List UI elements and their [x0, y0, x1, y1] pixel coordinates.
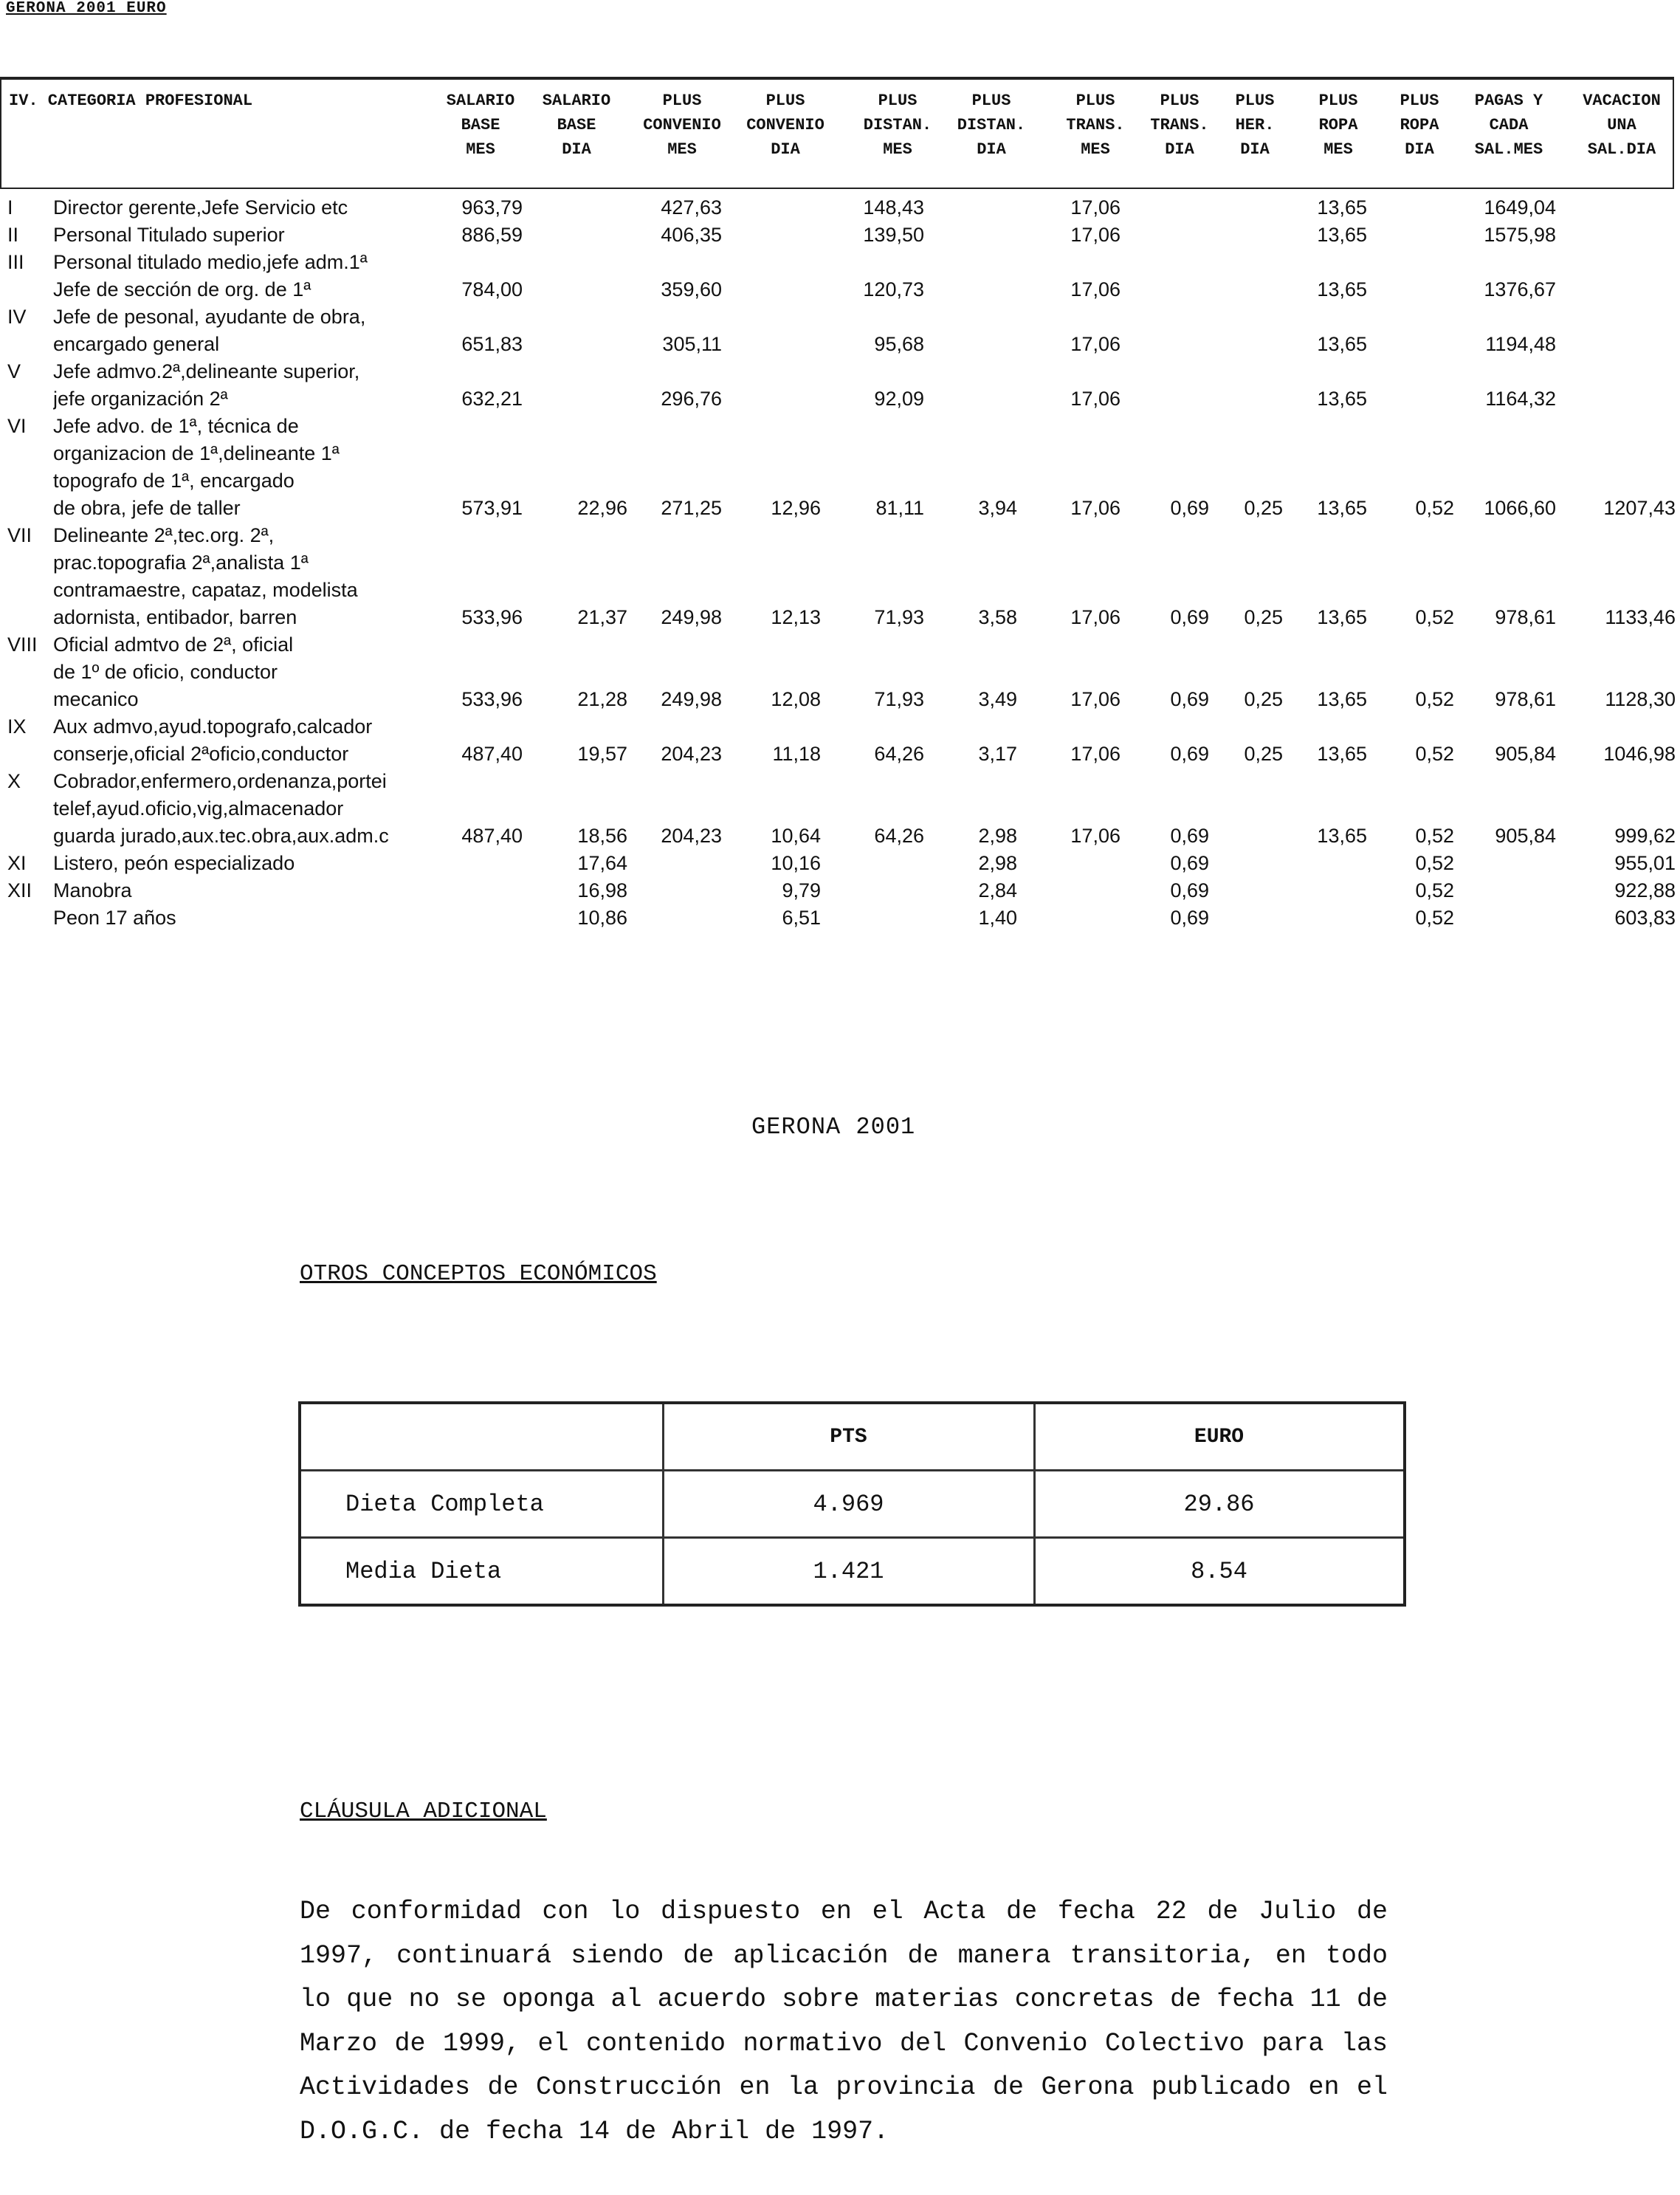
column-header-pd_mes: DISTAN.: [863, 116, 932, 134]
column-header-vac: VACACION: [1583, 92, 1661, 110]
value-cell-pr_mes: 13,65: [1317, 688, 1367, 710]
value-cell-pagas: 1649,04: [1484, 196, 1556, 219]
value-cell-pt_dia: 0,69: [1170, 879, 1209, 901]
category-label: Jefe admvo.2ª,delineante superior,: [53, 360, 360, 382]
column-header-pr_mes: PLUS: [1318, 92, 1358, 110]
value-cell-pt_mes: 17,06: [1070, 688, 1120, 710]
value-cell-pd_mes: 64,26: [874, 825, 924, 847]
table-row: [0, 196, 1677, 224]
value-cell-pc_mes: 249,98: [661, 606, 722, 628]
category-label: organizacion de 1ª,delineante 1ª: [53, 442, 340, 464]
value-cell-vac: 1207,43: [1603, 497, 1676, 519]
value-cell-pr_dia: 0,52: [1415, 688, 1454, 710]
table-header-cell: EURO: [1034, 1403, 1405, 1471]
column-header-pr_dia: ROPA: [1400, 116, 1439, 134]
category-label: prac.topografia 2ª,analista 1ª: [53, 552, 309, 574]
category-label: telef,ayud.oficio,vig,almacenador: [53, 797, 344, 820]
column-header-pagas: PAGAS Y: [1474, 92, 1543, 110]
table-row: [0, 415, 1677, 524]
value-cell-pagas: 905,84: [1495, 743, 1556, 765]
column-header-pc_dia: PLUS: [765, 92, 805, 110]
value-cell-vac: 1133,46: [1605, 606, 1676, 628]
value-cell-sb_dia: 19,57: [577, 743, 627, 765]
table-row: [0, 770, 1677, 852]
column-header-pc_dia: DIA: [771, 140, 800, 159]
column-header-pd_mes: MES: [883, 140, 912, 159]
value-cell-pc_mes: 427,63: [661, 196, 722, 219]
column-header-pt_dia: DIA: [1165, 140, 1194, 159]
column-header-pr_dia: DIA: [1405, 140, 1434, 159]
column-header-pd_dia: DIA: [977, 140, 1006, 159]
value-cell-pd_dia: 2,98: [978, 852, 1017, 874]
column-header-pc_dia: CONVENIO: [746, 116, 824, 134]
value-cell-pt_mes: 17,06: [1070, 606, 1120, 628]
value-cell-pagas: 1575,98: [1484, 224, 1556, 246]
otros-conceptos-table: [298, 1401, 1406, 1607]
value-cell-pt_mes: 17,06: [1070, 743, 1120, 765]
value-cell-pt_mes: 17,06: [1070, 825, 1120, 847]
column-header-pd_mes: PLUS: [878, 92, 918, 110]
category-label: Jefe advo. de 1ª, técnica de: [53, 415, 299, 437]
column-header-pd_dia: PLUS: [971, 92, 1011, 110]
category-roman: IX: [7, 715, 27, 738]
value-cell-pr_mes: 13,65: [1317, 825, 1367, 847]
value-cell-vac: 999,62: [1614, 825, 1676, 847]
value-cell-pr_mes: 13,65: [1317, 743, 1367, 765]
value-cell-pc_dia: 12,08: [771, 688, 821, 710]
value-cell-pagas: 1164,32: [1485, 388, 1556, 410]
category-roman: I: [7, 196, 13, 219]
value-cell-pd_mes: 95,68: [874, 333, 924, 355]
category-label: Delineante 2ª,tec.org. 2ª,: [53, 524, 275, 546]
value-cell-sb_mes: 632,21: [461, 388, 523, 410]
value-cell-pt_dia: 0,69: [1170, 907, 1209, 929]
column-header-ph_dia: PLUS: [1235, 92, 1275, 110]
table-header-cell: [300, 1403, 663, 1471]
clausula-paragraph: De conformidad con lo dispuesto en el Acta de fecha 22 de Julio de 1997, continuará siendo de aplicación de manera transitoria, en todo lo que no se oponga al acuerdo sobre materias concretas de fecha 11 de Marzo de 1999, el contenido normativo del Convenio Colectivo para las Actividades de Construcción en la provincia de Gerona publicado en el D.O.G.C. de fecha 14 de Abril de 1997.: [300, 1897, 1388, 2146]
value-cell-pc_dia: 12,96: [771, 497, 821, 519]
column-header-sb_mes: SALARIO: [446, 92, 515, 110]
category-label: Peon 17 años: [53, 907, 176, 929]
value-cell-pd_dia: 3,94: [978, 497, 1017, 519]
value-cell-pt_dia: 0,69: [1170, 825, 1209, 847]
category-roman: V: [7, 360, 21, 382]
column-header-pc_mes: MES: [667, 140, 697, 159]
table-cell: 8.54: [1034, 1538, 1405, 1606]
category-label: Oficial admtvo de 2ª, oficial: [53, 633, 294, 656]
value-cell-pr_dia: 0,52: [1415, 743, 1454, 765]
value-cell-pr_mes: 13,65: [1317, 388, 1367, 410]
column-header-pagas: CADA: [1489, 116, 1529, 134]
column-header-pt_mes: PLUS: [1075, 92, 1115, 110]
value-cell-pd_mes: 139,50: [863, 224, 924, 246]
value-cell-pt_dia: 0,69: [1170, 852, 1209, 874]
table-cell: Media Dieta: [300, 1538, 663, 1606]
table-cell: 29.86: [1034, 1471, 1405, 1538]
value-cell-pt_mes: 17,06: [1070, 388, 1120, 410]
category-roman: X: [7, 770, 21, 792]
table-row: [0, 879, 1677, 907]
column-header-pt_mes: MES: [1081, 140, 1110, 159]
category-label: Manobra: [53, 879, 132, 901]
category-roman: XI: [7, 852, 27, 874]
value-cell-vac: 1128,30: [1605, 688, 1676, 710]
column-header-pt_dia: TRANS.: [1150, 116, 1209, 134]
salary-table: [0, 77, 1677, 1553]
value-cell-ph_dia: 0,25: [1244, 743, 1283, 765]
category-label: mecanico: [53, 688, 139, 710]
value-cell-pr_mes: 13,65: [1317, 606, 1367, 628]
category-label: jefe organización 2ª: [53, 388, 228, 410]
value-cell-pr_dia: 0,52: [1415, 606, 1454, 628]
value-cell-sb_dia: 21,28: [577, 688, 627, 710]
value-cell-pd_dia: 3,58: [978, 606, 1017, 628]
value-cell-pc_mes: 249,98: [661, 688, 722, 710]
value-cell-pt_mes: 17,06: [1070, 333, 1120, 355]
value-cell-vac: 603,83: [1614, 907, 1676, 929]
value-cell-pt_dia: 0,69: [1170, 688, 1209, 710]
value-cell-pr_dia: 0,52: [1415, 879, 1454, 901]
value-cell-pagas: 978,61: [1495, 606, 1556, 628]
category-label: topografo de 1ª, encargado: [53, 470, 295, 492]
value-cell-pc_mes: 359,60: [661, 278, 722, 300]
column-header-vac: SAL.DIA: [1587, 140, 1656, 159]
category-label: Cobrador,enfermero,ordenanza,portei: [53, 770, 387, 792]
value-cell-pd_dia: 3,17: [978, 743, 1017, 765]
table-row: [0, 360, 1677, 415]
value-cell-pr_dia: 0,52: [1415, 825, 1454, 847]
category-label: Personal Titulado superior: [53, 224, 285, 246]
category-label: Listero, peón especializado: [53, 852, 295, 874]
category-label: Personal titulado medio,jefe adm.1ª: [53, 251, 368, 273]
column-header-sb_dia: BASE: [557, 116, 596, 134]
value-cell-pr_dia: 0,52: [1415, 497, 1454, 519]
value-cell-pd_dia: 1,40: [978, 907, 1017, 929]
category-roman: VII: [7, 524, 32, 546]
column-header-pr_dia: PLUS: [1400, 92, 1439, 110]
column-header-vac: UNA: [1607, 116, 1636, 134]
value-cell-pd_mes: 92,09: [874, 388, 924, 410]
value-cell-pt_mes: 17,06: [1070, 497, 1120, 519]
table-row: [0, 524, 1677, 633]
value-cell-pagas: 978,61: [1495, 688, 1556, 710]
otros-conceptos-heading: OTROS CONCEPTOS ECONÓMICOS: [300, 1261, 657, 1287]
value-cell-sb_mes: 487,40: [461, 825, 523, 847]
column-header-ph_dia: HER.: [1235, 116, 1275, 134]
value-cell-pc_dia: 11,18: [772, 743, 821, 765]
column-header-sb_mes: MES: [466, 140, 495, 159]
column-header-pd_dia: DISTAN.: [957, 116, 1026, 134]
category-roman: III: [7, 251, 24, 273]
value-cell-pd_dia: 2,98: [978, 825, 1017, 847]
category-label: Jefe de sección de org. de 1ª: [53, 278, 311, 300]
table-row: [0, 633, 1677, 715]
value-cell-vac: 955,01: [1614, 852, 1676, 874]
table-row: [300, 1538, 1405, 1606]
table-row: [0, 224, 1677, 251]
table-row: [0, 306, 1677, 360]
category-label: Jefe de pesonal, ayudante de obra,: [53, 306, 366, 328]
value-cell-pc_mes: 305,11: [662, 333, 722, 355]
section-title: GERONA 2001: [751, 1113, 916, 1141]
value-cell-pr_dia: 0,52: [1415, 852, 1454, 874]
category-label: guarda jurado,aux.tec.obra,aux.adm.c: [53, 825, 389, 847]
value-cell-sb_dia: 22,96: [577, 497, 627, 519]
value-cell-pr_mes: 13,65: [1317, 224, 1367, 246]
value-cell-pc_mes: 204,23: [661, 743, 722, 765]
category-roman: VIII: [7, 633, 38, 656]
value-cell-pt_mes: 17,06: [1070, 224, 1120, 246]
table-row: [300, 1471, 1405, 1538]
value-cell-vac: 922,88: [1614, 879, 1676, 901]
value-cell-pt_dia: 0,69: [1170, 497, 1209, 519]
value-cell-pt_mes: 17,06: [1070, 196, 1120, 219]
column-header-sb_dia: DIA: [562, 140, 591, 159]
table-header-cell: PTS: [663, 1403, 1034, 1471]
column-header-ph_dia: DIA: [1240, 140, 1270, 159]
value-cell-pd_mes: 71,93: [874, 688, 924, 710]
category-label: Director gerente,Jefe Servicio etc: [53, 196, 348, 219]
column-header-pc_mes: PLUS: [662, 92, 702, 110]
value-cell-pd_dia: 3,49: [978, 688, 1017, 710]
column-header-sb_dia: SALARIO: [542, 92, 611, 110]
document-title: GERONA 2001 EURO: [6, 0, 167, 17]
category-label: conserje,oficial 2ªoficio,conductor: [53, 743, 349, 765]
value-cell-pr_mes: 13,65: [1317, 333, 1367, 355]
table-row: [0, 251, 1677, 306]
value-cell-pr_mes: 13,65: [1317, 196, 1367, 219]
column-header-pc_mes: CONVENIO: [643, 116, 721, 134]
category-roman: II: [7, 224, 19, 246]
value-cell-pd_mes: 148,43: [863, 196, 924, 219]
value-cell-pagas: 1066,60: [1484, 497, 1556, 519]
value-cell-pt_dia: 0,69: [1170, 606, 1209, 628]
value-cell-pc_mes: 271,25: [661, 497, 722, 519]
value-cell-ph_dia: 0,25: [1244, 688, 1283, 710]
table-row: [0, 715, 1677, 770]
table-row: [0, 852, 1677, 879]
table-header-row: [300, 1403, 1405, 1471]
value-cell-pc_mes: 296,76: [661, 388, 722, 410]
value-cell-pd_mes: 81,11: [875, 497, 924, 519]
value-cell-ph_dia: 0,25: [1244, 606, 1283, 628]
value-cell-sb_mes: 963,79: [461, 196, 523, 219]
table-row: [0, 907, 1677, 934]
value-cell-pr_mes: 13,65: [1317, 497, 1367, 519]
column-header-pr_mes: MES: [1323, 140, 1353, 159]
value-cell-sb_mes: 651,83: [461, 333, 523, 355]
category-roman: IV: [7, 306, 27, 328]
value-cell-pt_dia: 0,69: [1170, 743, 1209, 765]
value-cell-pr_dia: 0,52: [1415, 907, 1454, 929]
value-cell-pd_dia: 2,84: [978, 879, 1017, 901]
value-cell-pc_dia: 12,13: [771, 606, 821, 628]
value-cell-pd_mes: 120,73: [863, 278, 924, 300]
value-cell-pc_dia: 6,51: [782, 907, 821, 929]
table-cell: Dieta Completa: [300, 1471, 663, 1538]
column-header-pr_mes: ROPA: [1318, 116, 1358, 134]
value-cell-sb_mes: 573,91: [461, 497, 523, 519]
category-roman: XII: [7, 879, 32, 901]
value-cell-pagas: 1376,67: [1484, 278, 1556, 300]
value-cell-pagas: 905,84: [1495, 825, 1556, 847]
value-cell-pr_mes: 13,65: [1317, 278, 1367, 300]
category-label: encargado general: [53, 333, 220, 355]
column-header-pt_mes: TRANS.: [1066, 116, 1125, 134]
salary-table-header: [0, 77, 1674, 189]
column-header-pt_dia: PLUS: [1160, 92, 1199, 110]
value-cell-sb_dia: 10,86: [577, 907, 627, 929]
category-label: de obra, jefe de taller: [53, 497, 241, 519]
value-cell-pc_mes: 406,35: [661, 224, 722, 246]
value-cell-pd_mes: 71,93: [874, 606, 924, 628]
value-cell-sb_mes: 533,96: [461, 606, 523, 628]
value-cell-sb_dia: 17,64: [577, 852, 627, 874]
value-cell-ph_dia: 0,25: [1244, 497, 1283, 519]
value-cell-sb_dia: 21,37: [577, 606, 627, 628]
value-cell-pc_dia: 10,64: [771, 825, 821, 847]
value-cell-pc_dia: 10,16: [771, 852, 821, 874]
value-cell-pd_mes: 64,26: [874, 743, 924, 765]
value-cell-sb_mes: 886,59: [461, 224, 523, 246]
value-cell-pt_mes: 17,06: [1070, 278, 1120, 300]
category-label: de 1º de oficio, conductor: [53, 661, 278, 683]
category-label: contramaestre, capataz, modelista: [53, 579, 358, 601]
value-cell-pc_dia: 9,79: [782, 879, 821, 901]
value-cell-pagas: 1194,48: [1485, 333, 1556, 355]
clausula-heading: CLÁUSULA ADICIONAL: [300, 1799, 547, 1824]
value-cell-sb_mes: 784,00: [461, 278, 523, 300]
category-label: Aux admvo,ayud.topografo,calcador: [53, 715, 373, 738]
category-roman: VI: [7, 415, 27, 437]
table-cell: 1.421: [663, 1538, 1034, 1606]
table-cell: 4.969: [663, 1471, 1034, 1538]
column-header-pagas: SAL.MES: [1474, 140, 1543, 159]
value-cell-sb_dia: 18,56: [577, 825, 627, 847]
value-cell-pc_mes: 204,23: [661, 825, 722, 847]
column-header-cat: IV. CATEGORIA PROFESIONAL: [9, 92, 253, 110]
category-label: adornista, entibador, barren: [53, 606, 297, 628]
value-cell-sb_dia: 16,98: [577, 879, 627, 901]
value-cell-vac: 1046,98: [1603, 743, 1676, 765]
value-cell-sb_mes: 533,96: [461, 688, 523, 710]
column-header-sb_mes: BASE: [461, 116, 500, 134]
value-cell-sb_mes: 487,40: [461, 743, 523, 765]
